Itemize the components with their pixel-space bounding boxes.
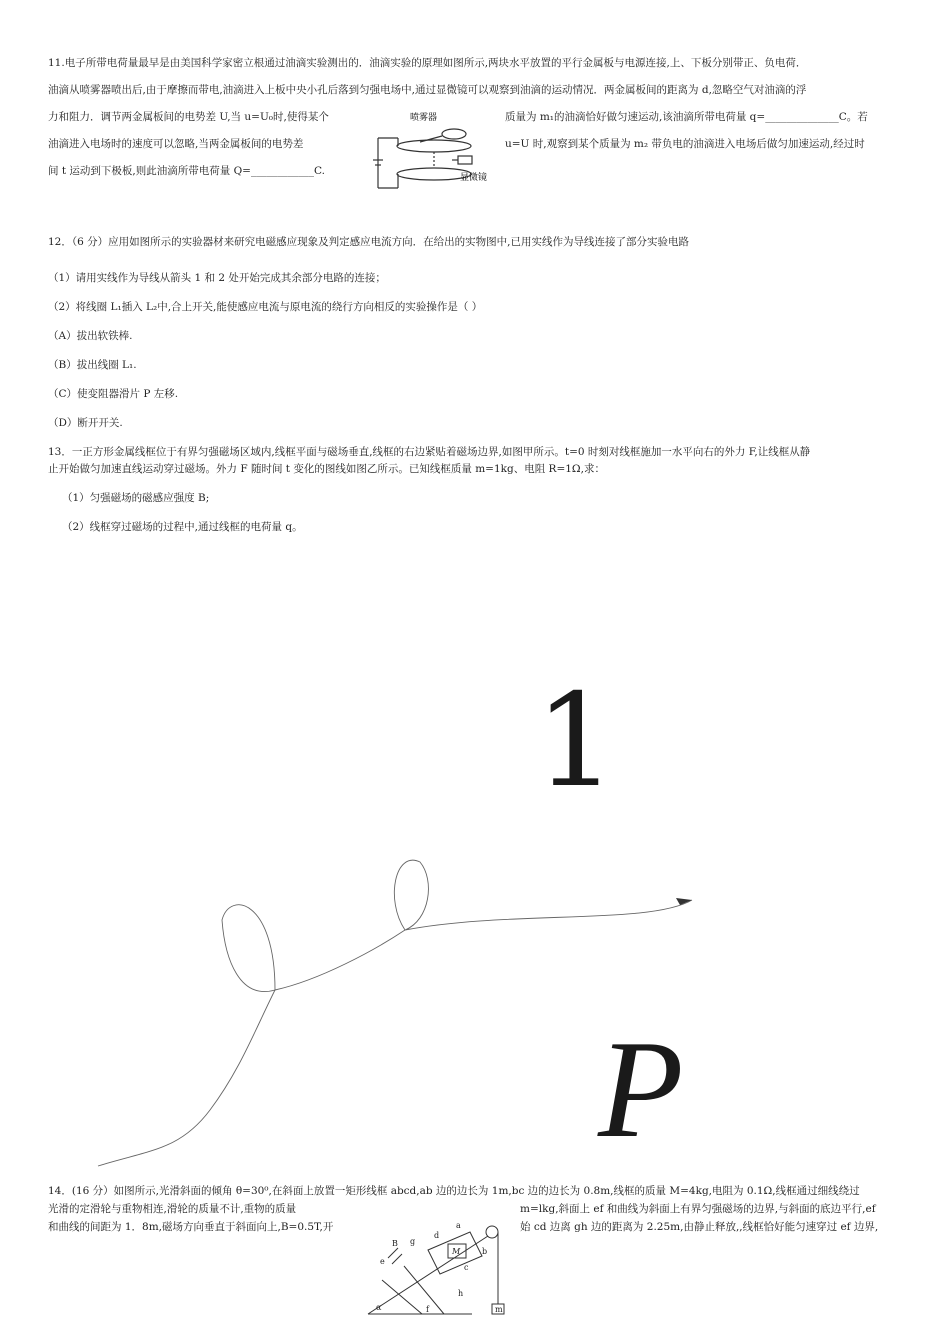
q12-option-d: （D）断开开关. bbox=[48, 417, 123, 429]
label-d: d bbox=[434, 1231, 440, 1240]
q14-line2-right: m=lkg,斜面上 ef 和曲线为斜面上有界匀强磁场的边界,与斜面的底边平行,ef bbox=[520, 1203, 876, 1215]
q12-option-c: （C）使变阻器滑片 P 左移. bbox=[48, 388, 179, 400]
millikan-oil-drop-figure bbox=[372, 108, 500, 194]
q14-line2-left: 光滑的定滑轮与重物相连,滑轮的质量不计,重物的质量 bbox=[48, 1203, 297, 1215]
q13-item2: （2）线框穿过磁场的过程中,通过线框的电荷量 q。 bbox=[62, 521, 303, 533]
label-c: c bbox=[464, 1263, 469, 1272]
q14-line1: 14．(16 分）如图所示,光滑斜面的倾角 θ=30⁰,在斜面上放置一矩形线框 abcd,ab 边的边长为 1m,bc 边的边长为 0.8m,线框的质量 M=4kg,电阻为 0.1Ω,线框通过细线绕过 bbox=[48, 1185, 860, 1197]
q12-option-a: （A）拔出软铁棒. bbox=[48, 330, 133, 342]
label-f: f bbox=[426, 1305, 429, 1314]
label-bcorner: b bbox=[482, 1247, 488, 1256]
q11-line3-right: 质量为 m₁的油滴恰好做匀速运动,该油滴所带电荷量 q=______________C。若 bbox=[505, 111, 868, 123]
q11-line4-left: 油滴进入电场时的速度可以忽略,当两金属板间的电势差 bbox=[48, 138, 304, 150]
q12-line1: 12．（6 分）应用如图所示的实验器材来研究电磁感应现象及判定感应电流方向．在给出的实物图中,已用实线作为导线连接了部分实验电路 bbox=[48, 236, 689, 248]
label-h: h bbox=[458, 1289, 464, 1298]
q14-line3-left: 和曲线的间距为 1．8m,磁场方向垂直于斜面向上,B=0.5T,开 bbox=[48, 1221, 334, 1233]
q13-line1: 13．一正方形金属线框位于有界匀强磁场区域内,线框平面与磁场垂直,线框的右边紧贴着磁场边界,如图甲所示。t=0 时刻对线框施加一水平向右的外力 F,让线框从静 bbox=[48, 446, 811, 458]
q11-line5-left: 间 t 运动到下极板,则此油滴所带电荷量 Q=____________C. bbox=[48, 165, 325, 177]
q12-item2: （2）将线圈 L₁插入 L₂中,合上开关,能使感应电流与原电流的绕行方向相反的实验操作是（ ） bbox=[48, 301, 483, 313]
q11-line2: 油滴从喷雾器喷出后,由于摩擦而带电,油滴进入上板中央小孔后落到匀强电场中,通过显微镜可以观察到油滴的运动情况．两金属板间的距离为 d,忽略空气对油滴的浮 bbox=[48, 84, 807, 96]
q12-item1: （1）请用实线作为导线从箭头 1 和 2 处开始完成其余部分电路的连接； bbox=[48, 272, 386, 284]
sprayer-label: 喷雾器 bbox=[410, 113, 438, 123]
q13-item1: （1）匀强磁场的磁感应强度 B; bbox=[62, 492, 210, 504]
label-e: e bbox=[380, 1257, 385, 1266]
slider-label-p: P bbox=[598, 1012, 684, 1167]
microscope-label: 显微镜 bbox=[460, 173, 488, 183]
q14-line3-right: 始 cd 边离 gh 边的距离为 2.25m,由静止释放,,线框恰好能匀速穿过 ef 边界, bbox=[520, 1221, 879, 1233]
label-a: a bbox=[456, 1221, 461, 1230]
incline-frame-figure bbox=[362, 1218, 512, 1328]
label-b: B bbox=[392, 1239, 398, 1248]
q11-line4-right: u=U 时,观察到某个质量为 m₂ 带负电的油滴进入电场后做匀加速运动,经过时 bbox=[505, 138, 865, 150]
label-g: g bbox=[410, 1237, 416, 1246]
q11-line3-left: 力和阻力．调节两金属板间的电势差 U,当 u=U₀时,使得某个 bbox=[48, 111, 329, 123]
label-alpha: α bbox=[376, 1303, 382, 1312]
label-m-frame: M bbox=[452, 1247, 461, 1256]
arrow-label-1: 1 bbox=[535, 667, 617, 816]
label-m-weight: m bbox=[495, 1305, 503, 1314]
q12-option-b: （B）拔出线圈 L₁. bbox=[48, 359, 137, 371]
q11-line1: 11.电子所带电荷量最早是由美国科学家密立根通过油滴实验测出的．油滴实验的原理如图所示,两块水平放置的平行金属板与电源连接,上、下板分别带正、负电荷． bbox=[48, 57, 807, 69]
q13-line2: 止开始做匀加速直线运动穿过磁场。外力 F 随时间 t 变化的图线如图乙所示。已知线框质量 m=1kg、电阻 R=1Ω,求： bbox=[48, 463, 605, 475]
